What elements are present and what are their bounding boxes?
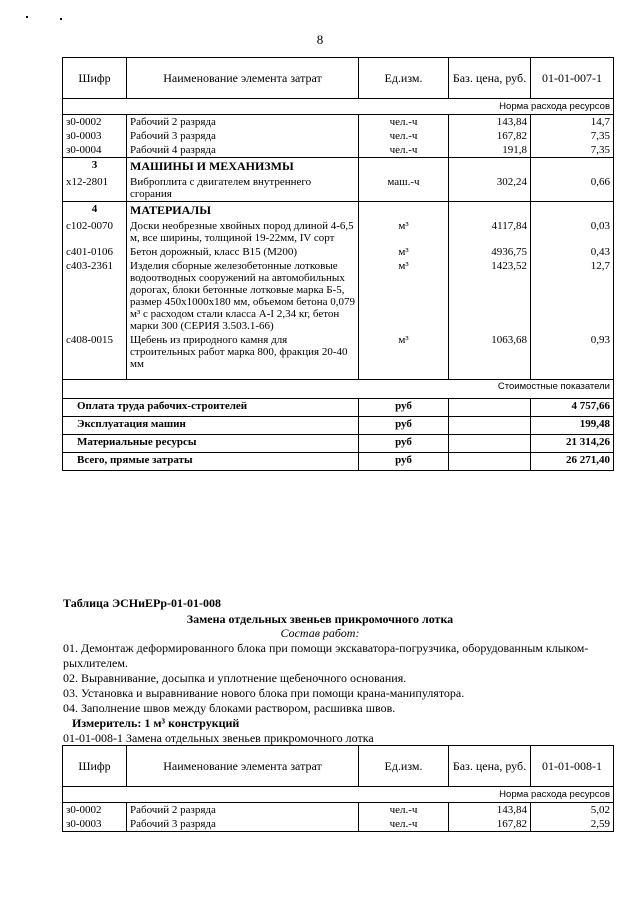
norma-row [63,787,614,803]
summary-value: 21 314,26 [531,435,614,453]
summary-row [63,435,614,453]
summary-row [63,453,614,471]
section-title: МАТЕРИАЛЫ [127,202,359,220]
row-qty: 7,35 [531,129,614,143]
row-unit: м³ [359,259,449,333]
header-price: Баз. цена, руб. [449,58,531,99]
row-qty: 0,03 [531,219,614,245]
section-header-materials [63,202,614,220]
table-row [63,817,614,832]
table-row [63,219,614,245]
row-qty: 0,93 [531,333,614,380]
summary-value: 4 757,66 [531,399,614,417]
header-name: Наименование элемента затрат [127,58,359,99]
header-unit: Ед.изм. [359,58,449,99]
meter-line: Измеритель: 1 м³ конструкций [72,716,240,730]
summary-value: 199,48 [531,417,614,435]
summary-unit: руб [359,399,449,417]
header-name: Наименование элемента затрат [127,746,359,787]
row-price: 143,84 [449,115,531,130]
row-unit: маш.-ч [359,175,449,202]
row-price: 1063,68 [449,333,531,380]
norma-row [63,99,614,115]
table-row [63,259,614,333]
row-name: Рабочий 2 разряда [127,115,359,130]
table-row [63,175,614,202]
row-unit: м³ [359,333,449,380]
row-price: 1423,52 [449,259,531,333]
work-item: 03. Установка и выравнивание нового блока при помощи крана-манипулятора. [63,686,465,700]
row-name: Рабочий 3 разряда [127,129,359,143]
page-number: 8 [316,32,324,47]
row-unit: чел.-ч [359,143,449,158]
row-price: 143,84 [449,803,531,818]
resource-table-01-01-007 [62,57,614,471]
work-item: 04. Заполнение швов между блоками раствором, расшивка швов. [63,701,396,715]
row-qty: 14,7 [531,115,614,130]
row-name: Бетон дорожный, класс В15 (М200) [127,245,359,259]
table-row [63,129,614,143]
row-name: Изделия сборные железобетонные лотковые водоотводных сооружений на автомобильных дорогах, блоки бетонные лотковые марка Б-5, размер 450х1000х180 мм, объемом бетона 0,079 м³ с расходом стали класса А-I 2,34 кг, бетон марки 300 (СЕРИЯ 3.503.1-66) [127,259,359,333]
table-row [63,143,614,158]
item-line: 01-01-008-1 Замена отдельных звеньев прикромочного лотка [63,731,374,745]
row-qty: 2,59 [531,817,614,832]
row-price: 4936,75 [449,245,531,259]
summary-unit: руб [359,417,449,435]
summary-row [63,417,614,435]
header-norm-code: 01-01-008-1 [531,746,614,787]
section-number: 4 [63,202,127,220]
row-name: Щебень из природного камня для строительных работ марка 800, фракция 20-40 мм [127,333,359,380]
row-code: з0-0002 [63,115,127,130]
row-unit: чел.-ч [359,803,449,818]
row-code: с408-0015 [63,333,127,380]
norma-label: Норма расхода ресурсов [63,787,614,803]
section-title: МАШИНЫ И МЕХАНИЗМЫ [127,158,359,176]
cost-indicators-row [63,380,614,399]
section-number: 3 [63,158,127,176]
row-code: с401-0106 [63,245,127,259]
row-qty: 0,43 [531,245,614,259]
row-code: з0-0003 [63,817,127,832]
row-code: з0-0003 [63,129,127,143]
row-unit: чел.-ч [359,115,449,130]
row-price: 302,24 [449,175,531,202]
summary-label: Оплата труда рабочих-строителей [63,399,359,417]
header-code: Шифр [63,58,127,99]
row-price: 167,82 [449,129,531,143]
row-name: Рабочий 4 разряда [127,143,359,158]
row-price: 191,8 [449,143,531,158]
table-row [63,333,614,380]
row-price: 167,82 [449,817,531,832]
cost-indicators-label: Стоимостные показатели [63,380,614,399]
summary-value: 26 271,40 [531,453,614,471]
row-qty: 12,7 [531,259,614,333]
work-heading: Состав работ: [280,626,360,640]
header-price: Баз. цена, руб. [449,746,531,787]
header-norm-code: 01-01-007-1 [531,58,614,99]
table-title: Таблица ЭСНиЕРр-01-01-008 [63,596,222,610]
row-price: 4117,84 [449,219,531,245]
table-header-row [63,58,614,99]
work-item: 01. Демонтаж деформированного блока при помощи экскаватора-погрузчика, оборудованным клыком-рыхлителем. [63,641,589,670]
summary-label: Эксплуатация машин [63,417,359,435]
row-unit: м³ [359,219,449,245]
header-code: Шифр [63,746,127,787]
row-name: Доски необрезные хвойных пород длиной 4-6,5 м, все ширины, толщиной 19-22мм, IV сорт [127,219,359,245]
summary-unit: руб [359,435,449,453]
row-code: х12-2801 [63,175,127,202]
work-item: 02. Выравнивание, досыпка и уплотнение щебеночного основания. [63,671,407,685]
table-subtitle: Замена отдельных звеньев прикромочного лотка [186,612,454,626]
row-code: з0-0002 [63,803,127,818]
summary-label: Всего, прямые затраты [63,453,359,471]
row-name: Виброплита с двигателем внутреннего сгорания [127,175,359,202]
row-code: з0-0004 [63,143,127,158]
row-name: Рабочий 2 разряда [127,803,359,818]
row-qty: 7,35 [531,143,614,158]
summary-label: Материальные ресурсы [63,435,359,453]
row-unit: чел.-ч [359,817,449,832]
table-row [63,245,614,259]
summary-unit: руб [359,453,449,471]
table-row [63,803,614,818]
table-header-row [63,746,614,787]
table-row [63,115,614,130]
scan-speck [26,16,28,18]
row-name: Рабочий 3 разряда [127,817,359,832]
resource-table-01-01-008 [62,745,614,832]
header-unit: Ед.изм. [359,746,449,787]
row-qty: 5,02 [531,803,614,818]
row-unit: чел.-ч [359,129,449,143]
section-header-machines [63,158,614,176]
norma-label: Норма расхода ресурсов [63,99,614,115]
row-qty: 0,66 [531,175,614,202]
summary-row [63,399,614,417]
row-code: с403-2361 [63,259,127,333]
scan-speck [60,18,62,20]
row-unit: м³ [359,245,449,259]
row-code: с102-0070 [63,219,127,245]
